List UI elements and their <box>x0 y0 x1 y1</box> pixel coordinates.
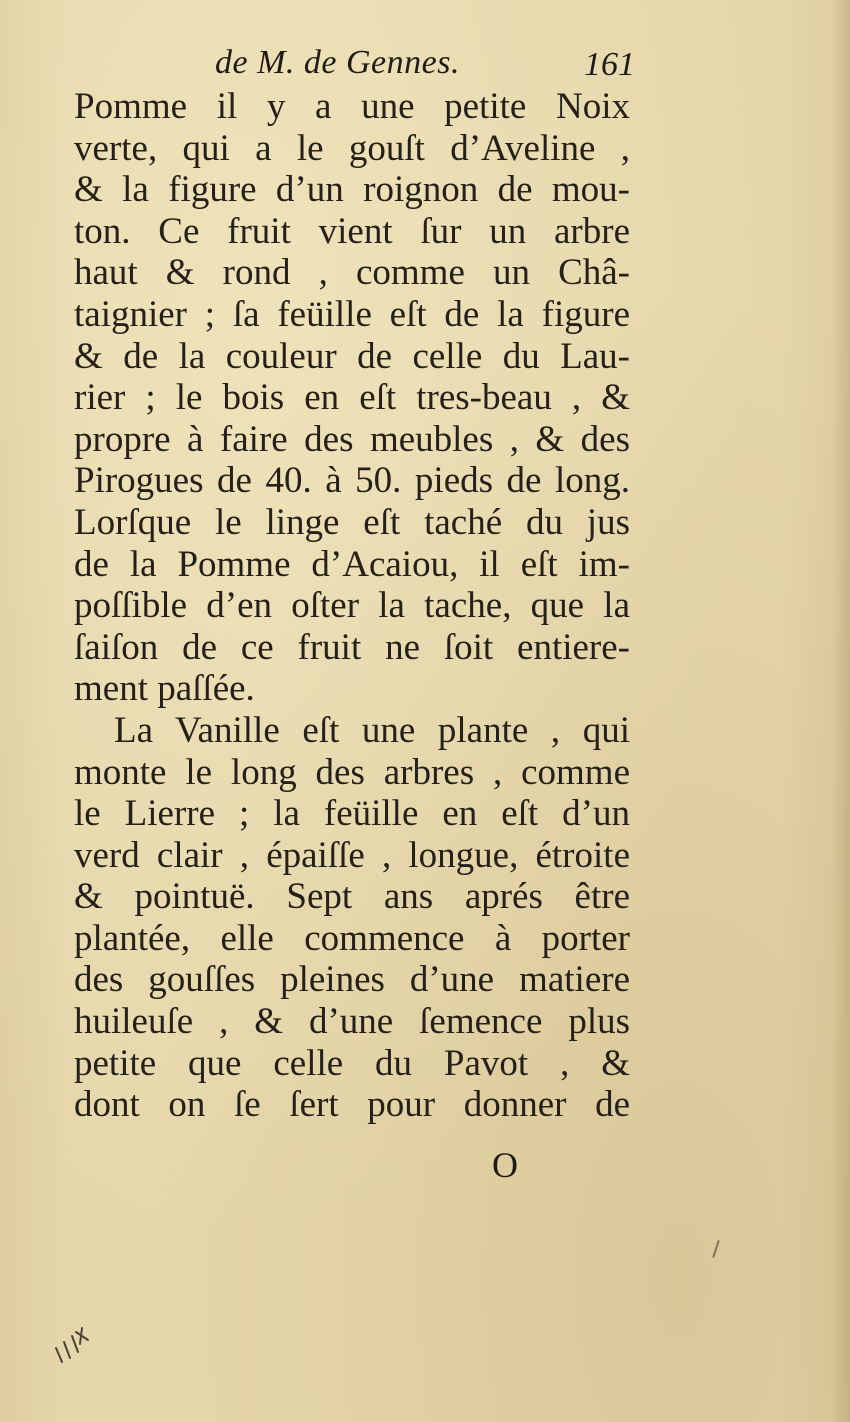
text-line: Pirogues de 40. à 50. pieds de long. <box>74 460 630 502</box>
text-line: Lorſque le linge eſt taché du jus <box>74 501 630 543</box>
text-line: ſaiſon de ce fruit ne ſoit entiere- <box>74 626 630 668</box>
pencil-annotation-mark <box>52 1322 112 1372</box>
text-line: petite que celle du Pavot , & <box>74 1042 630 1084</box>
text-line: poſſible d’en oſter la tache, que la <box>74 585 630 627</box>
body-text <box>74 86 630 1126</box>
text-line: rier ; le bois en eſt tres-beau , & <box>74 377 630 419</box>
text-line: taignier ; ſa feüille eſt de la figure <box>74 293 630 335</box>
ink-speck <box>712 1240 719 1258</box>
text-line: & pointuë. Sept ans aprés être <box>74 876 630 918</box>
text-line: plantée, elle commence à porter <box>74 917 630 959</box>
paragraph-first-line: La Vanille eſt une plante , qui <box>114 709 630 751</box>
text-line: Pomme il y a une petite Noix <box>74 86 630 127</box>
text-line: dont on ſe ſert pour donner de <box>74 1084 630 1126</box>
text-line: de la Pomme d’Acaiou, il eſt im- <box>74 543 630 585</box>
text-line: verte, qui a le gouſt d’Aveline , <box>74 127 630 169</box>
text-line: propre à faire des meubles , & des <box>74 418 630 460</box>
text-line: haut & rond , comme un Châ- <box>74 252 630 294</box>
signature-mark: O <box>492 1145 518 1185</box>
text-line: & de la couleur de celle du Lau- <box>74 335 630 377</box>
text-line: huileuſe , & d’une ſemence plus <box>74 1001 630 1043</box>
text-line: des gouſſes pleines d’une matiere <box>74 959 630 1001</box>
text-line: & la figure d’un roignon de mou- <box>74 169 630 211</box>
page-edge-shadow <box>832 0 850 1422</box>
text-line: verd clair , épaiſſe , longue, étroite <box>74 834 630 876</box>
text-line: monte le long des arbres , comme <box>74 751 630 793</box>
text-line: ment paſſée. <box>74 668 255 710</box>
page-number: 161 <box>584 46 635 83</box>
text-line: ton. Ce fruit vient ſur un arbre <box>74 210 630 252</box>
text-line: le Lierre ; la feüille en eſt d’un <box>74 793 630 835</box>
running-title: de M. de Gennes. <box>215 44 460 81</box>
